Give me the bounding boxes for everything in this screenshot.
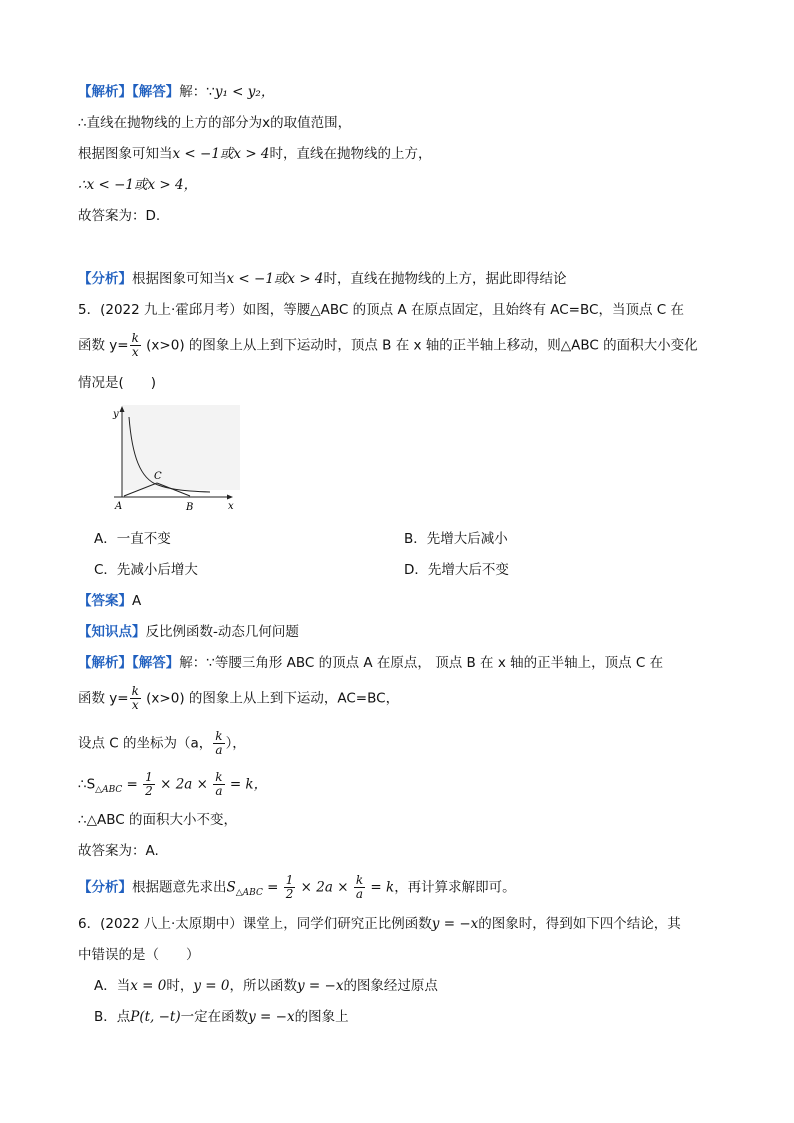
answer-line: 故答案为：D. [78, 208, 161, 224]
solution-tag: 【解析】【解答】 [78, 84, 180, 100]
solution-line: 【解析】【解答】解：∵等腰三角形 ABC 的顶点 A 在原点， 顶点 B 在 x 轴的正半轴上，顶点 C 在 [78, 655, 664, 671]
point-c-label: C [154, 471, 162, 482]
solution-line: $\therefore S_{\triangle ABC}$ = $\frac{1}{2}$ × 2a × $\frac{k}{a}$ = k， [78, 770, 268, 798]
fraction: $\frac{1}{2}$ [145, 770, 153, 798]
answer-line: 故答案为：A. [78, 843, 159, 859]
solution-line: ∴直线在抛物线的上方的部分为x的取值范围， [78, 115, 352, 131]
solution-line: 函数 y= $\frac{k}{x}$ (x>0) 的图象上从上到下运动，AC=BC， [78, 684, 400, 712]
answer-tag: 【答案】 [78, 593, 132, 609]
point-b-label: B [186, 502, 194, 513]
solution-line: ∴x < −1或x > 4， [78, 177, 198, 193]
fraction: $\frac{k}{a}$ [215, 729, 223, 757]
fraction: $\frac{k}{x}$ [131, 684, 139, 712]
answer-line: 【答案】A [78, 593, 142, 609]
knowledge-point-line: 【知识点】反比例函数-动态几何问题 [78, 624, 299, 640]
hyperbola-figure [100, 405, 245, 515]
option-d[interactable]: D．先增大后不变 [404, 562, 509, 578]
analysis-tag: 【分析】 [78, 879, 132, 896]
analysis-line: 【分析】根据图象可知当x < −1或x > 4时，直线在抛物线的上方，据此即得结论 [78, 271, 567, 287]
question-6-stem: 6．(2022 八上·太原期中）课堂上，同学们研究正比例函数y = −x的图象时，得到如下四个结论，其 [78, 916, 681, 932]
solution-line: 根据图象可知当x < −1或x > 4时，直线在抛物线的上方， [78, 146, 432, 162]
fraction: $\frac{k}{a}$ [355, 873, 364, 901]
figure-background [122, 405, 240, 490]
option-c[interactable]: C．先减小后增大 [94, 562, 198, 578]
question-5-stem: 5．(2022 九上·霍邱月考）如图，等腰△ABC 的顶点 A 在原点固定，且始终有 AC=BC，当顶点 C 在 [78, 302, 684, 318]
fraction: $\frac{1}{2}$ [285, 873, 294, 901]
option-a[interactable]: A．一直不变 [94, 531, 171, 547]
question-5-stem: 情况是( ) [78, 375, 157, 391]
x-axis-arrow [227, 495, 233, 500]
solution-line: 设点 C 的坐标为（a， $\frac{k}{a}$ ）， [78, 729, 246, 757]
solution-line: 【解析】【解答】解：∵y₁ < y₂， [78, 84, 275, 100]
knowledge-point-tag: 【知识点】 [78, 624, 146, 640]
x-axis-label: x [228, 501, 234, 512]
analysis-tag: 【分析】 [78, 271, 132, 287]
point-a-label: A [115, 501, 123, 512]
solution-line: ∴△ABC 的面积大小不变， [78, 812, 237, 828]
analysis-line: 【分析】根据题意先求出$S_{\triangle ABC}$ = $\frac{1}{2}$ × 2a × $\frac{k}{a}$ = k，再计算求解即可。 [78, 873, 516, 901]
question-5-stem: 函数 y= $\frac{k}{x}$ (x>0) 的图象上从上到下运动时，顶点 B 在 x 轴的正半轴上移动，则△ABC 的面积大小变化 [78, 331, 698, 359]
option-a[interactable]: A．当x = 0时，y = 0，所以函数y = −x的图象经过原点 [94, 978, 438, 994]
fraction: $\frac{k}{a}$ [215, 770, 223, 798]
y-axis-label: y [113, 409, 119, 420]
question-6-stem: 中错误的是（ ） [78, 947, 200, 963]
option-b[interactable]: B．先增大后减小 [404, 531, 508, 547]
fraction: $\frac{k}{x}$ [131, 331, 139, 359]
solution-tag: 【解析】【解答】 [78, 655, 180, 671]
option-b[interactable]: B．点P(t, −t)一定在函数y = −x的图象上 [94, 1009, 349, 1025]
